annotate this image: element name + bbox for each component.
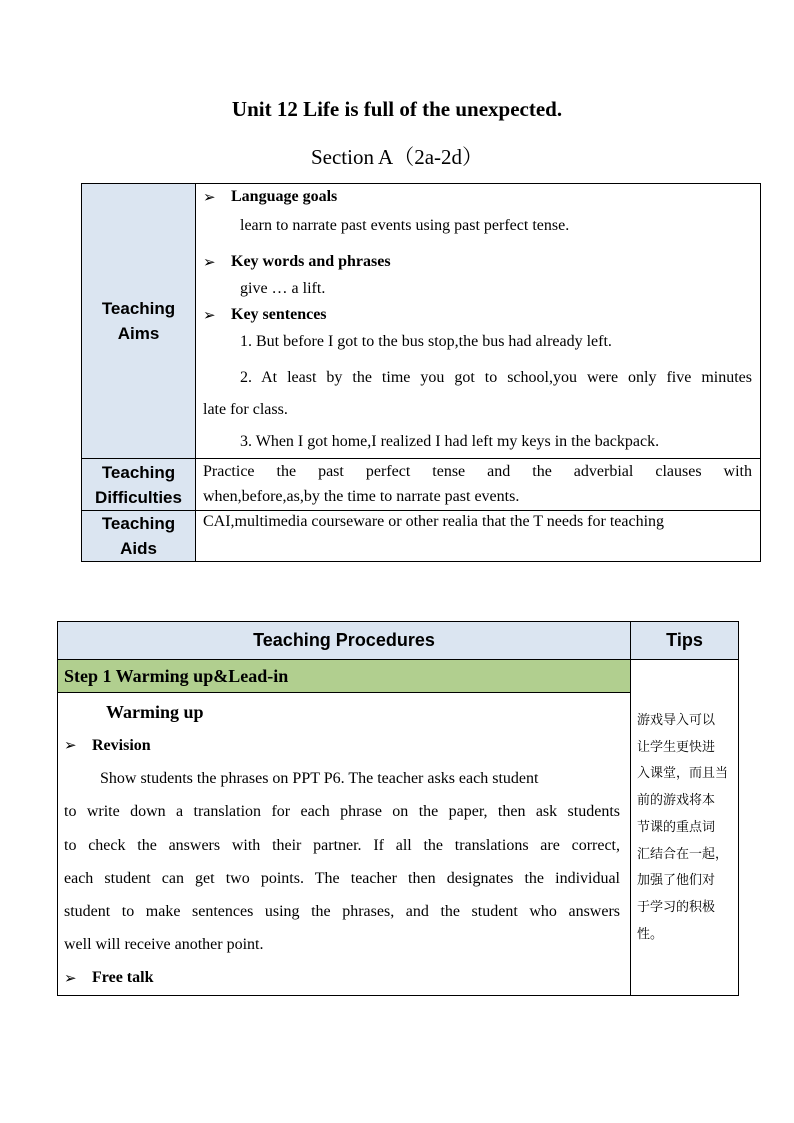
language-goals-heading: ➢ Language goals (203, 188, 338, 206)
revision-paragraph (64, 762, 620, 962)
teaching-aids-label: Teaching Aids (82, 511, 196, 562)
language-goals-text: learn to narrate past events using past perfect tense. (240, 217, 570, 234)
revision-heading: ➢ Revision (64, 736, 151, 754)
key-sentence-2-line-1: 2. At least by the time you got to school,you were only five minutes (240, 369, 752, 386)
tips-line: 汇结合在一起， (637, 846, 729, 862)
tips-line: 加强了他们对 (637, 873, 716, 889)
key-sentence-1: 1. But before I got to the bus stop,the bus had already left. (240, 333, 612, 350)
key-sentence-3: 3. When I got home,I realized I had left my keys in the backpack. (240, 433, 660, 450)
teaching-difficulties-content (196, 459, 761, 511)
arrowhead-bullet-icon: ➢ (64, 738, 77, 754)
teaching-difficulties-label: Teaching Difficulties (82, 459, 196, 511)
warming-up-heading: Warming up (106, 702, 204, 722)
arrowhead-bullet-icon: ➢ (64, 970, 77, 987)
difficulties-line-2: when,before,as,by the time to narrate past events. (203, 488, 520, 505)
arrowhead-bullet-icon: ➢ (203, 254, 216, 271)
key-sentence-2-line-2: late for class. (203, 401, 288, 418)
key-sentences-heading: ➢ Key sentences (203, 306, 327, 324)
revision-line: to check the answers with their partner. If all the translations are correct, (64, 836, 620, 854)
tips-line: 让学生更快进 (637, 739, 716, 755)
teaching-aims-content (196, 184, 761, 459)
aids-text: CAI,multimedia courseware or other realia that the T needs for teaching (203, 513, 665, 530)
tips-line: 前的游戏将本 (637, 793, 716, 809)
key-words-heading: ➢ Key words and phrases (203, 253, 391, 271)
tips-line: 于学习的积极 (637, 899, 716, 915)
section-subtitle: Section A（2a-2d） (310, 145, 484, 169)
tips-line: 节课的重点词 (637, 819, 716, 835)
revision-line: well will receive another point. (64, 936, 264, 954)
tips-cell (631, 660, 739, 996)
revision-line: Show students the phrases on PPT P6. The teacher asks each student (100, 770, 539, 787)
step-1-content (58, 693, 631, 996)
step-1-heading: Step 1 Warming up&Lead-in (58, 660, 631, 693)
procedures-column-header: Teaching Procedures (58, 622, 631, 660)
tips-line: 入课堂，而且当 (637, 766, 729, 782)
arrowhead-bullet-icon: ➢ (203, 189, 216, 206)
tips-line: 性。 (637, 926, 664, 942)
tips-line: 游戏导入可以 (637, 713, 716, 728)
teaching-aims-label: Teaching Aims (82, 184, 196, 459)
teaching-aids-content (196, 511, 761, 562)
document-title: Unit 12 Life is full of the unexpected. (231, 97, 563, 121)
teaching-procedures-table (57, 621, 739, 996)
teaching-aims-table (81, 183, 761, 562)
key-words-text: give … a lift. (240, 280, 326, 297)
difficulties-line-1: Practice the past perfect tense and the adverbial clauses with (203, 463, 752, 480)
revision-line: student to make sentences using the phrases, and the student who answers (64, 903, 620, 921)
free-talk-heading: ➢ Free talk (64, 969, 154, 987)
tips-column-header: Tips (631, 622, 739, 660)
arrowhead-bullet-icon: ➢ (203, 307, 216, 324)
revision-line: to write down a translation for each phrase on the paper, then ask students (64, 803, 620, 821)
revision-line: each student can get two points. The teacher then designates the individual (64, 869, 620, 887)
